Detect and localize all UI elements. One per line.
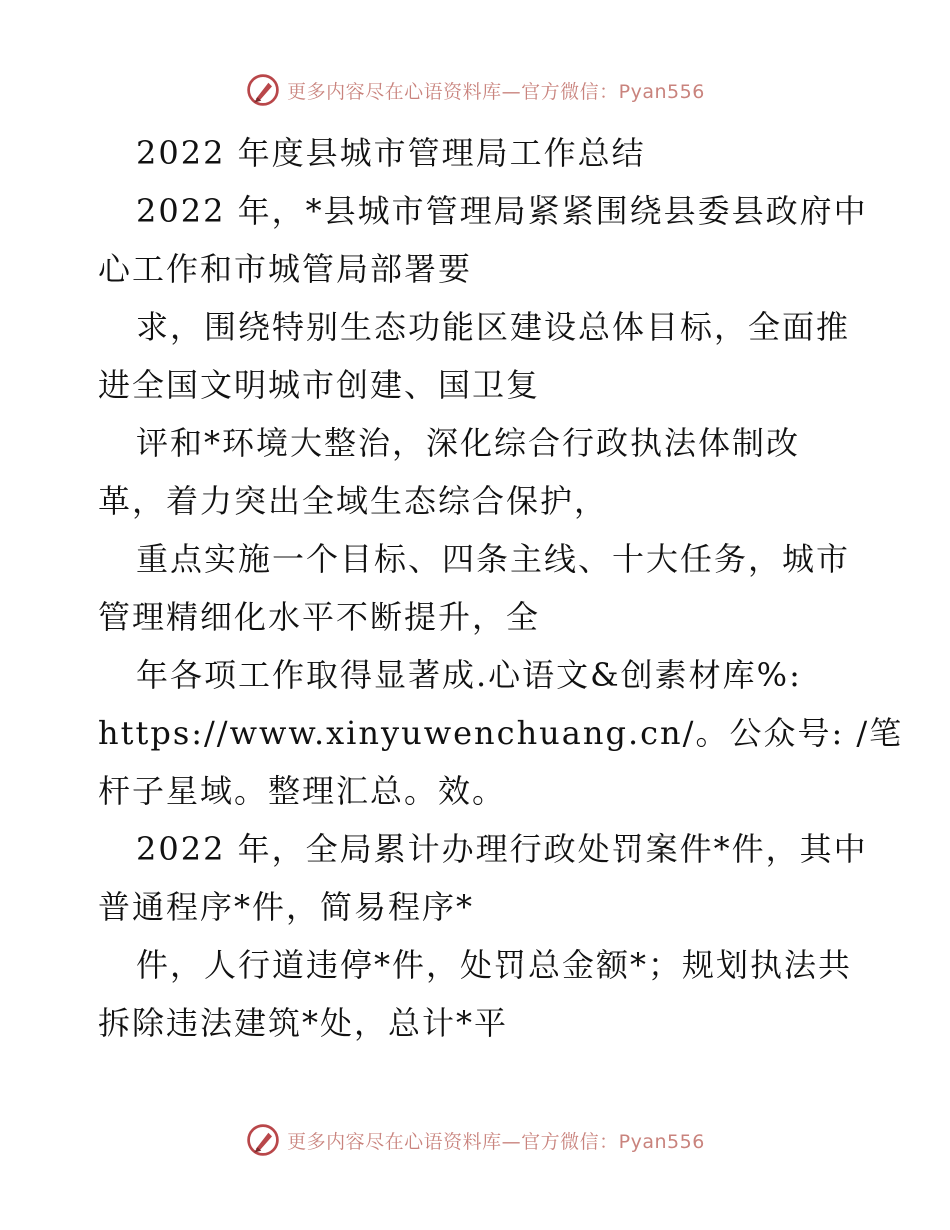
paragraph-line: 心工作和市城管局部署要 — [98, 250, 473, 288]
paragraph-line: 拆除违法建筑*处，总计*平 — [98, 1004, 509, 1042]
page-header-banner — [0, 72, 950, 108]
paragraph-line: 求，围绕特别生态功能区建设总体目标，全面推 — [136, 308, 851, 346]
document-title: 2022 年度县城市管理局工作总结 — [136, 134, 646, 172]
document-body — [98, 124, 904, 1052]
paragraph-line: 件，人行道违停*件，处罚总金额*；规划执法共 — [136, 946, 853, 984]
paragraph-line: 评和*环境大整治，深化综合行政执法体制改 — [136, 424, 801, 462]
paragraph-line: 革，着力突出全域生态综合保护， — [98, 482, 609, 520]
paragraph-line: 重点实施一个目标、四条主线、十大任务，城市 — [136, 540, 851, 578]
paragraph-line: 进全国文明城市创建、国卫复 — [98, 366, 541, 404]
paragraph-line: 杆子星域。整理汇总。效。 — [98, 772, 507, 810]
footer-banner-text: 更多内容尽在心语资料库—官方微信：Pyan556 — [287, 1130, 705, 1153]
pen-nib-logo-icon — [245, 72, 281, 108]
pen-nib-logo-icon — [245, 1122, 281, 1158]
paragraph-line: 年各项工作取得显著成.心语文&创素材库%: — [136, 656, 802, 694]
header-banner-text: 更多内容尽在心语资料库—官方微信：Pyan556 — [287, 80, 705, 103]
url-line: https://www.xinyuwenchuang.cn/。公众号: /笔 — [98, 714, 904, 752]
paragraph-line: 2022 年，*县城市管理局紧紧围绕县委县政府中 — [136, 192, 868, 230]
paragraph-line: 管理精细化水平不断提升，全 — [98, 598, 541, 636]
paragraph-line: 普通程序*件，简易程序* — [98, 888, 475, 926]
page-footer-banner — [0, 1122, 950, 1158]
paragraph-line: 2022 年，全局累计办理行政处罚案件*件，其中 — [136, 830, 868, 868]
